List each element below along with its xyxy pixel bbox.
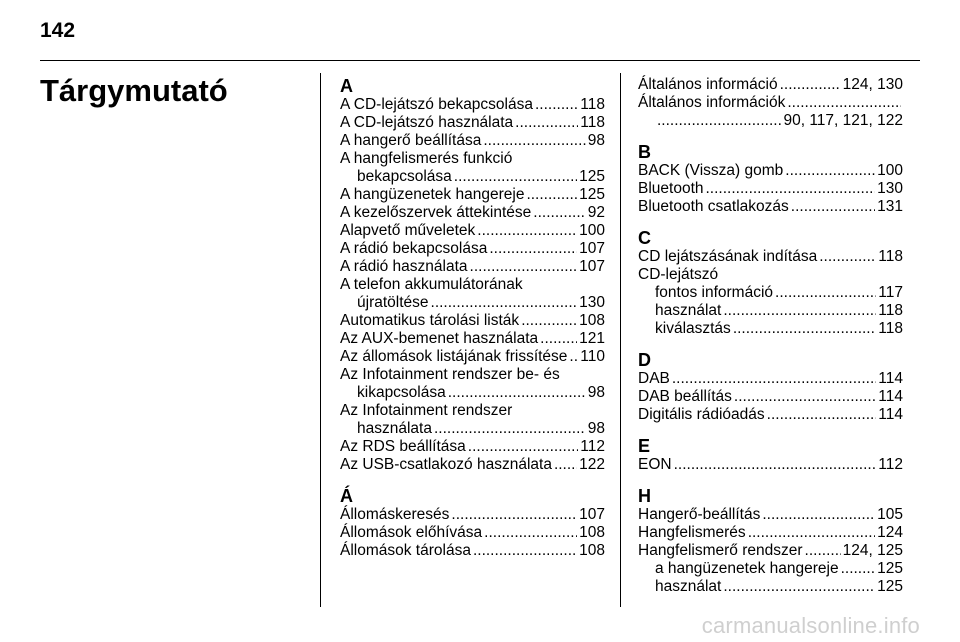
index-entry: [340, 96, 605, 114]
entry-pages: 118: [580, 96, 605, 113]
index-entry: [638, 94, 903, 112]
dot-leader: [533, 204, 585, 222]
entry-pages: 108: [579, 524, 605, 541]
entry-pages: 117: [878, 284, 903, 301]
index-entry: [340, 438, 605, 456]
entry-text: A telefon akkumulátorának: [340, 276, 523, 293]
entry-pages: 118: [878, 302, 903, 319]
entry-text: fontos információ: [655, 284, 774, 301]
entry-pages: 118: [878, 320, 903, 337]
index-entry: [340, 150, 605, 168]
entry-pages: 124, 125: [842, 542, 903, 559]
dot-leader: [706, 180, 876, 198]
entry-text: Hangfelismerő rendszer: [638, 542, 803, 559]
index-section: [638, 436, 903, 474]
dot-leader: [484, 524, 577, 542]
index-entry: [638, 198, 903, 216]
index-entry: [638, 266, 903, 284]
entry-pages: 110: [580, 348, 605, 365]
index-entry: [340, 524, 605, 542]
section-letter: C: [638, 228, 651, 248]
entry-text: Hangfelismerés: [638, 524, 746, 541]
entry-text: Állomások előhívása: [340, 524, 483, 541]
entry-text: használat: [655, 302, 722, 319]
index-entry: [340, 114, 605, 132]
entry-pages: 105: [877, 506, 903, 523]
index-entry: [340, 456, 605, 474]
dot-leader: [468, 438, 579, 456]
entry-text: BACK (Vissza) gomb: [638, 162, 784, 179]
index-entry: [340, 366, 605, 384]
entry-pages: 121: [579, 330, 605, 347]
index-column-1: [340, 76, 605, 560]
entry-pages: 107: [579, 240, 605, 257]
entry-text: A kezelőszervek áttekintése: [340, 204, 532, 221]
dot-leader: [454, 168, 577, 186]
entry-pages: 100: [579, 222, 605, 239]
index-entry: [340, 132, 605, 150]
dot-leader: [748, 524, 875, 542]
dot-leader: [723, 302, 876, 320]
index-section: [638, 350, 903, 424]
dot-leader: [791, 198, 875, 216]
dot-leader: [657, 112, 781, 130]
index-entry: [638, 578, 903, 596]
index-section: [638, 486, 903, 596]
index-heading: Tárgymutató: [40, 73, 228, 108]
index-entry: [638, 506, 903, 524]
column-divider-left: [320, 73, 321, 607]
entry-text: a hangüzenetek hangereje: [655, 560, 839, 577]
header-rule: [40, 60, 920, 61]
index-entry: [638, 248, 903, 266]
dot-leader: [785, 162, 875, 180]
dot-leader: [540, 330, 577, 348]
entry-pages: 108: [579, 542, 605, 559]
index-entry: [340, 420, 605, 438]
entry-pages: 98: [587, 420, 605, 437]
index-entry: [340, 222, 605, 240]
index-entry: [340, 384, 605, 402]
entry-pages: 98: [587, 132, 605, 149]
entry-pages: 118: [580, 114, 605, 131]
page-number: 142: [40, 19, 76, 42]
entry-text: Az RDS beállítása: [340, 438, 466, 455]
dot-leader: [448, 384, 586, 402]
index-entry: [638, 112, 903, 130]
index-entry: [340, 348, 605, 366]
entry-pages: 125: [877, 578, 903, 595]
index-entry: [340, 330, 605, 348]
dot-leader: [434, 420, 586, 438]
entry-text: DAB beállítás: [638, 388, 732, 405]
dot-leader: [775, 284, 876, 302]
dot-leader: [526, 186, 577, 204]
index-entry: [340, 204, 605, 222]
index-entry: [340, 186, 605, 204]
entry-text: kiválasztás: [655, 320, 731, 337]
section-letter: D: [638, 350, 651, 370]
entry-pages: 112: [878, 456, 903, 473]
index-section: [638, 142, 903, 216]
index-entry: [638, 560, 903, 578]
entry-pages: 125: [579, 168, 605, 185]
index-entry: [340, 258, 605, 276]
entry-pages: 131: [877, 198, 903, 215]
index-entry: [638, 320, 903, 338]
dot-leader: [762, 506, 875, 524]
entry-pages: 114: [878, 370, 903, 387]
entry-text: Általános információ: [638, 76, 778, 93]
index-entry: [638, 456, 903, 474]
entry-text: Az Infotainment rendszer: [340, 402, 513, 419]
entry-pages: 130: [877, 180, 903, 197]
entry-text: EON: [638, 456, 672, 473]
entry-text: A CD-lejátszó használata: [340, 114, 514, 131]
dot-leader: [787, 94, 901, 112]
entry-pages: 114: [878, 388, 903, 405]
index-entry: [638, 388, 903, 406]
index-entry: [638, 524, 903, 542]
dot-leader: [451, 506, 577, 524]
dot-leader: [674, 456, 877, 474]
dot-leader: [473, 542, 577, 560]
index-entry: [340, 506, 605, 524]
dot-leader: [569, 348, 578, 366]
index-entry: [340, 276, 605, 294]
entry-pages: 98: [587, 384, 605, 401]
section-letter: H: [638, 486, 651, 506]
entry-pages: 130: [579, 294, 605, 311]
dot-leader: [841, 560, 876, 578]
index-entry: [340, 312, 605, 330]
index-entry: [638, 542, 903, 560]
dot-leader: [535, 96, 578, 114]
index-entry: [638, 76, 903, 94]
entry-pages: 100: [877, 162, 903, 179]
entry-pages: 114: [878, 406, 903, 423]
entry-text: Az USB-csatlakozó használata: [340, 456, 552, 473]
entry-pages: 107: [579, 506, 605, 523]
entry-text: A rádió bekapcsolása: [340, 240, 488, 257]
entry-text: Állomások tárolása: [340, 542, 471, 559]
entry-pages: 125: [579, 186, 605, 203]
entry-text: Az AUX-bemenet használata: [340, 330, 539, 347]
entry-pages: 90, 117, 121, 122: [783, 112, 903, 129]
dot-leader: [672, 370, 876, 388]
section-letter: E: [638, 436, 651, 456]
index-entry: [340, 168, 605, 186]
dot-leader: [767, 406, 877, 424]
dot-leader: [470, 258, 578, 276]
section-letter: B: [638, 142, 651, 162]
index-entry: [340, 294, 605, 312]
index-entry: [340, 240, 605, 258]
entry-pages: 118: [878, 248, 903, 265]
entry-text: Alapvető műveletek: [340, 222, 476, 239]
entry-text: A hangfelismerés funkció: [340, 150, 513, 167]
dot-leader: [819, 248, 876, 266]
entry-text: DAB: [638, 370, 670, 387]
entry-text: Bluetooth csatlakozás: [638, 198, 789, 215]
entry-text: bekapcsolása: [357, 168, 452, 185]
index-column-2: [638, 76, 903, 596]
entry-text: Digitális rádióadás: [638, 406, 765, 423]
index-section: [340, 486, 605, 560]
index-entry: [638, 162, 903, 180]
index-entry: [638, 302, 903, 320]
dot-leader: [780, 76, 841, 94]
index-entry: [638, 370, 903, 388]
entry-pages: 122: [579, 456, 605, 473]
entry-pages: 124, 130: [842, 76, 903, 93]
index-entry: [638, 180, 903, 198]
dot-leader: [515, 114, 578, 132]
entry-pages: 92: [587, 204, 605, 221]
entry-text: A hangerő beállítása: [340, 132, 482, 149]
dot-leader: [723, 578, 875, 596]
entry-pages: 125: [877, 560, 903, 577]
section-letter: Á: [340, 486, 353, 506]
entry-text: újratöltése: [357, 294, 429, 311]
entry-text: A CD-lejátszó bekapcsolása: [340, 96, 533, 113]
dot-leader: [554, 456, 577, 474]
entry-text: Automatikus tárolási listák: [340, 312, 520, 329]
dot-leader: [431, 294, 578, 312]
index-entry: [340, 402, 605, 420]
dot-leader: [521, 312, 577, 330]
entry-pages: 112: [580, 438, 605, 455]
entry-pages: 107: [579, 258, 605, 275]
column-divider-right: [620, 73, 621, 607]
index-entry: [638, 284, 903, 302]
entry-text: Általános információk: [638, 94, 786, 111]
entry-text: Az Infotainment rendszer be- és: [340, 366, 560, 383]
entry-text: CD-lejátszó: [638, 266, 719, 283]
entry-text: használata: [357, 420, 432, 437]
dot-leader: [733, 320, 876, 338]
dot-leader: [734, 388, 876, 406]
watermark: carmanualsonline.info: [701, 613, 920, 638]
entry-text: használat: [655, 578, 722, 595]
entry-text: Hangerő-beállítás: [638, 506, 761, 523]
index-section: [340, 76, 605, 474]
dot-leader: [483, 132, 585, 150]
index-section: [638, 228, 903, 338]
index-entry: [340, 542, 605, 560]
entry-text: CD lejátszásának indítása: [638, 248, 818, 265]
entry-text: Bluetooth: [638, 180, 704, 197]
dot-leader: [805, 542, 841, 560]
entry-text: A hangüzenetek hangereje: [340, 186, 525, 203]
entry-text: A rádió használata: [340, 258, 468, 275]
dot-leader: [489, 240, 577, 258]
index-section: [638, 76, 903, 130]
entry-text: Állomáskeresés: [340, 506, 450, 523]
entry-pages: 124: [877, 524, 903, 541]
entry-pages: 108: [579, 312, 605, 329]
index-entry: [638, 406, 903, 424]
section-letter: A: [340, 76, 353, 96]
dot-leader: [477, 222, 577, 240]
entry-text: Az állomások listájának frissítése: [340, 348, 568, 365]
entry-text: kikapcsolása: [357, 384, 446, 401]
